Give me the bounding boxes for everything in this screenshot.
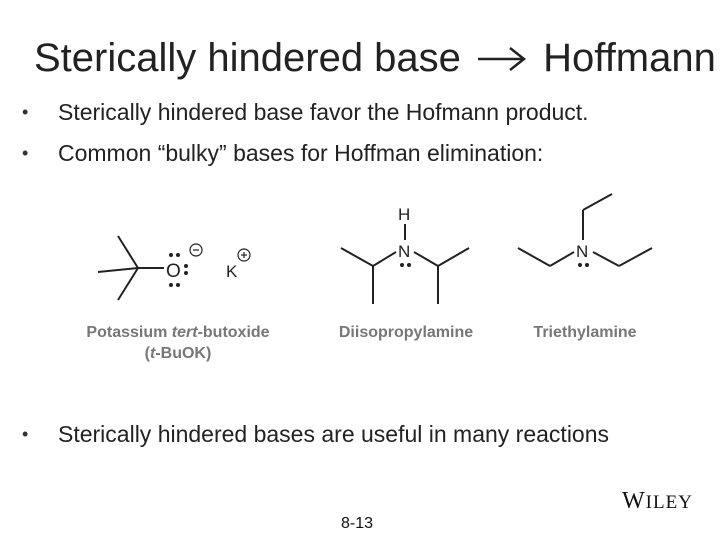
potassium-atom: K: [226, 262, 238, 281]
label-text: Potassium: [86, 324, 172, 341]
label-text: -BuOK): [155, 345, 212, 362]
negative-charge-icon: [190, 244, 202, 256]
label-italic-text: tert: [171, 324, 198, 341]
hydrogen-atom: H: [398, 205, 411, 224]
tert-butoxide-abbreviation: [68, 344, 288, 364]
diisopropylamine-label: Diisopropylamine: [338, 324, 474, 341]
tert-butoxide-label: [68, 323, 288, 343]
lone-pair-dots: [400, 263, 411, 267]
label-italic-text: t: [150, 345, 156, 362]
lone-pair-dots: [578, 263, 589, 267]
page-number: 8-13: [341, 515, 374, 532]
title-text-part1: Sterically hindered base: [34, 36, 461, 80]
bullet-marker: •: [22, 102, 29, 122]
bullet-marker: •: [22, 143, 29, 163]
label-text: (: [144, 345, 150, 362]
triethylamine-label: Triethylamine: [533, 324, 637, 341]
logo-rest: ILEY: [645, 492, 693, 513]
bullet-text: Common “bulky” bases for Hoffman elimination:: [58, 140, 544, 166]
label-text: -butoxide: [197, 324, 270, 341]
bullet-item: [22, 420, 609, 448]
positive-charge-icon: [238, 249, 250, 261]
wiley-logo: [622, 488, 693, 515]
bullet-text: Sterically hindered base favor the Hofmann product.: [58, 99, 589, 125]
bullet-marker: •: [22, 424, 29, 444]
bullet-text: Sterically hindered bases are useful in many reactions: [58, 421, 610, 447]
logo-initial: W: [622, 488, 646, 514]
title-text-part2: Hoffmann: [543, 36, 716, 80]
nitrogen-atom: N: [398, 242, 411, 261]
nitrogen-atom: N: [576, 242, 589, 261]
tert-butoxide-structure: [98, 236, 164, 300]
oxygen-atom: O: [166, 261, 181, 282]
